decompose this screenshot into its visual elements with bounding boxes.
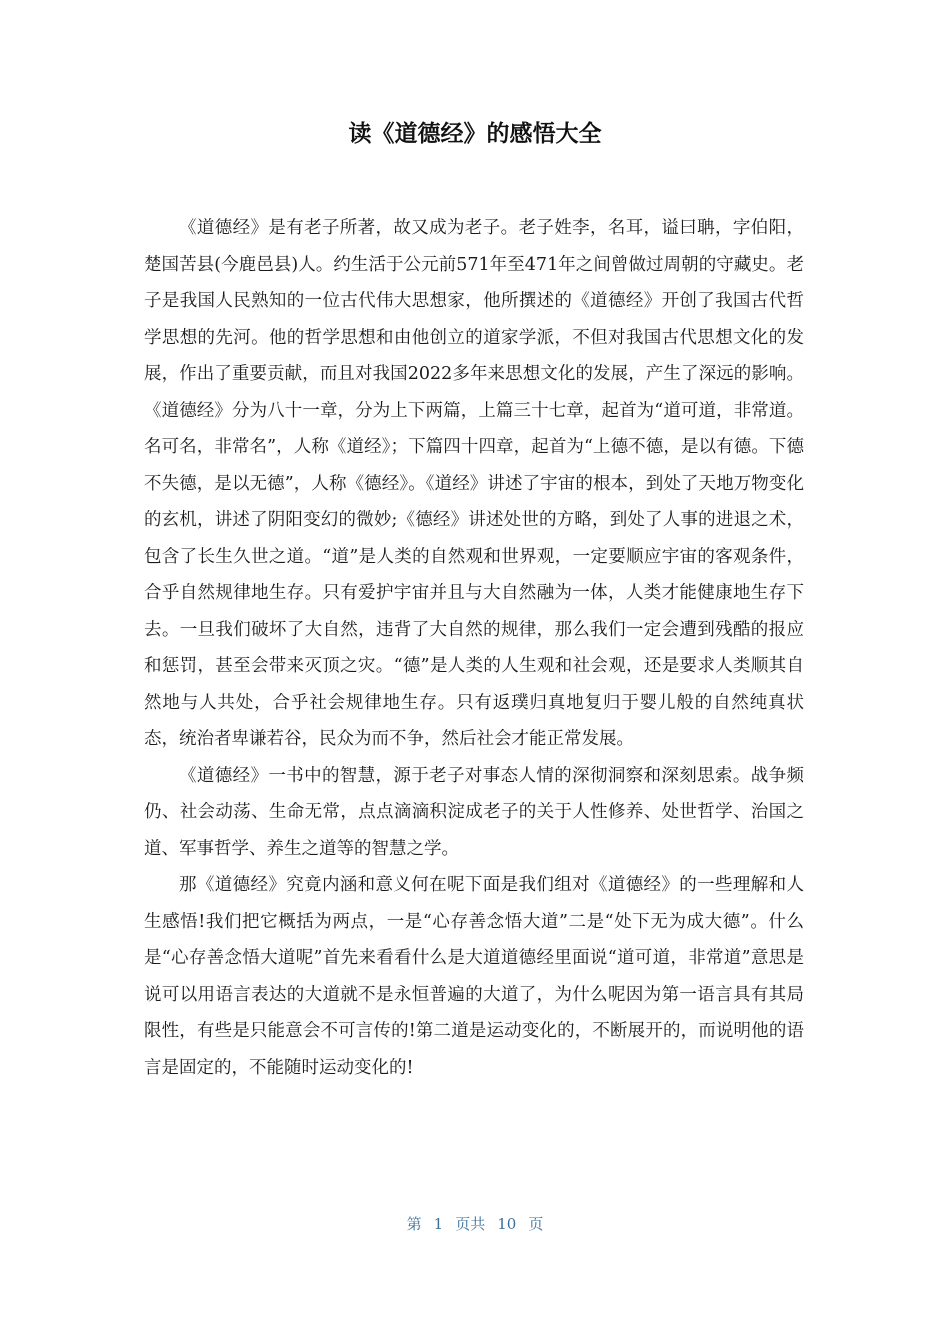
current-page-number: 1 (433, 1215, 444, 1233)
body-paragraph-3: 那《道德经》究竟内涵和意义何在呢下面是我们组对《道德经》的一些理解和人生感悟!我们把它概括为两点，一是“心存善念悟大道”二是“处下无为成大德”。什么是“心存善念悟大道呢”首先来看看什么是大道道德经里面说“道可道，非常道”意思是说可以用语言表达的大道就不是永恒普遍的大道了，为什么呢因为第一语言具有其局限性，有些是只能意会不可言传的!第二道是运动变化的，不断展开的，而说明他的语言是固定的，不能随时运动变化的! (144, 875, 804, 1078)
body-paragraph-2: 《道德经》一书中的智慧，源于老子对事态人情的深彻洞察和深刻思索。战争频仍、社会动荡、生命无常，点点滴滴积淀成老子的关于人性修养、处世哲学、治国之道、军事哲学、养生之道等的智慧之学。 (144, 765, 804, 859)
page-label-suffix: 页 (528, 1215, 544, 1233)
page-number-footer (0, 1212, 950, 1236)
document-title: 读《道德经》的感悟大全 (348, 121, 602, 147)
document-body (144, 210, 804, 1086)
page-label-mid: 页共 (455, 1215, 486, 1233)
page-label-prefix: 第 (406, 1215, 422, 1233)
body-paragraph-1: 《道德经》是有老子所著，故又成为老子。老子姓李，名耳，谥曰聃，字伯阳，楚国苦县(今鹿邑县)人。约生活于公元前571年至471年之间曾做过周朝的守藏史。老子是我国人民熟知的一位古代伟大思想家，他所撰述的《道德经》开创了我国古代哲学思想的先河。他的哲学思想和由他创立的道家学派，不但对我国古代思想文化的发展，作出了重要贡献，而且对我国2022多年来思想文化的发展，产生了深远的影响。《道德经》分为八十一章，分为上下两篇，上篇三十七章，起首为“道可道，非常道。名可名，非常名”，人称《道经》；下篇四十四章，起首为“上德不德，是以有德。下德不失德，是以无德”，人称《德经》。《道经》讲述了宇宙的根本，到处了天地万物变化的玄机，讲述了阴阳变幻的微妙;《德经》讲述处世的方略，到处了人事的进退之术，包含了长生久世之道。“道”是人类的自然观和世界观，一定要顺应宇宙的客观条件，合乎自然规律地生存。只有爱护宇宙并且与大自然融为一体，人类才能健康地生存下去。一旦我们破坏了大自然，违背了大自然的规律，那么我们一定会遭到残酷的报应和惩罚，甚至会带来灭顶之灾。“德”是人类的人生观和社会观，还是要求人类顺其自然地与人共处，合乎社会规律地生存。只有返璞归真地复归于婴儿般的自然纯真状态，统治者卑谦若谷，民众为而不争，然后社会才能正常发展。 (144, 218, 804, 749)
total-page-count: 10 (497, 1215, 517, 1233)
